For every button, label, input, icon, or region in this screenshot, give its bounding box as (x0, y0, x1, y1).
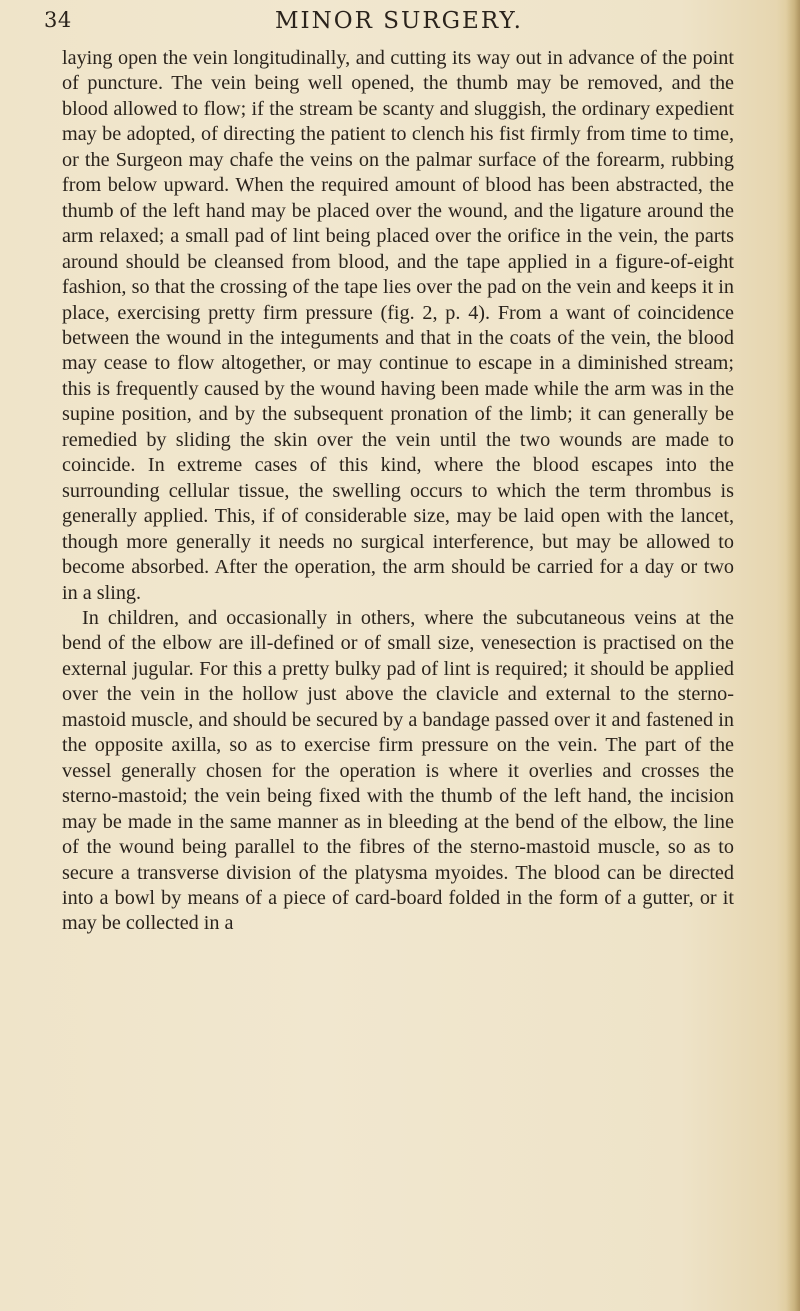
paragraph-2: In children, and occasionally in others, where the subcutaneous veins at the bend of the elbow are ill-defined or of small size, venesection is practised on the external jugular. For this a pretty bulky pad of lint is required; it should be applied over the vein in the hollow just above the clavicle and external to the sterno-mastoid muscle, and should be secured by a bandage passed over it and fastened in the opposite axilla, so as to exercise firm pressure on the vein. The part of the vessel generally chosen for the operation is where it overlies and crosses the sterno-mastoid; the vein being fixed with the thumb of the left hand, the incision may be made in the same manner as in bleeding at the bend of the elbow, the line of the wound being parallel to the fibres of the sterno-mastoid muscle, so as to secure a transverse division of the platysma myoides. The blood can be directed into a bowl by means of a piece of card-board folded in the form of a gutter, or it may be collected in a (62, 606, 734, 935)
paragraph-1: laying open the vein longitudinally, and cutting its way out in advance of the point of puncture. The vein being well opened, the thumb may be removed, and the blood allowed to flow; if the stream be scanty and sluggish, the ordinary expedient may be adopted, of directing the patient to clench his fist firmly from time to time, or the Surgeon may chafe the veins on the palmar surface of the forearm, rubbing from below upward. When the required amount of blood has been abstracted, the thumb of the left hand may be placed over the wound, and the ligature around the arm relaxed; a small pad of lint being placed over the orifice in the vein, the parts around should be cleansed from blood, and the tape applied in a figure-of-eight fashion, so that the crossing of the tape lies over the pad on the vein and keeps it in place, exercising pretty firm pressure (fig. 2, p. 4). From a want of coincidence between the wound in the integuments and that in the coats of the vein, the blood may cease to flow altogether, or may continue to escape in a diminished stream; this is frequently caused by the wound having been made while the arm was in the supine position, and by the subsequent pronation of the limb; it can generally be remedied by sliding the skin over the vein until the two wounds are made to coincide. In extreme cases of this kind, where the blood escapes into the surrounding cellular tissue, the swelling occurs to which the term thrombus is generally applied. This, if of considerable size, may be laid open with the lancet, though more generally it needs no surgical interference, but may be allowed to become absorbed. After the operation, the arm should be carried for a day or two in a sling. (62, 47, 734, 604)
page-number: 34 (44, 8, 72, 32)
page-header (44, 8, 734, 38)
body-text (62, 46, 734, 937)
running-head: MINOR SURGERY. (274, 8, 523, 34)
page-edge-shadow (786, 0, 800, 1311)
